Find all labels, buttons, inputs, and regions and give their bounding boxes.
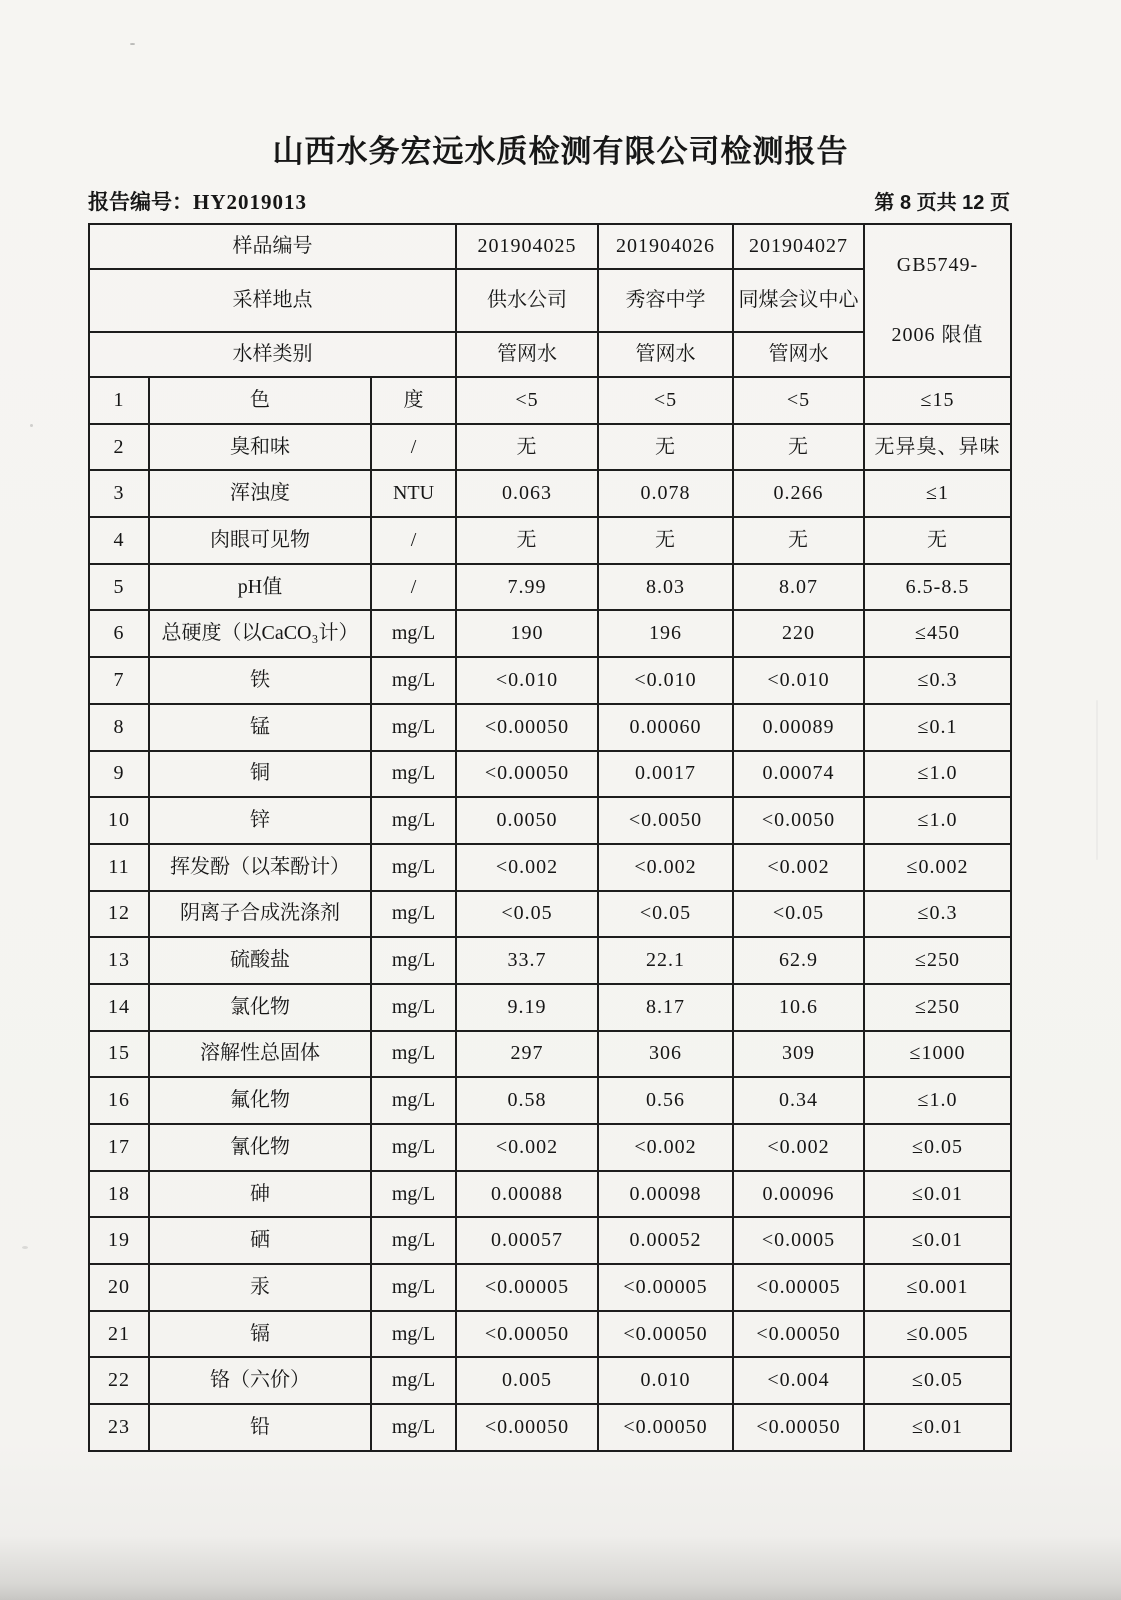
sample2-value: 0.00098 xyxy=(598,1171,733,1218)
param-name: 臭和味 xyxy=(149,424,371,471)
param-unit: NTU xyxy=(371,470,456,517)
param-no: 8 xyxy=(89,704,149,751)
report-number-label: 报告编号： xyxy=(88,191,193,214)
limit-value: ≤0.3 xyxy=(864,657,1011,704)
limit-value: ≤0.005 xyxy=(864,1311,1011,1358)
sample3-value: <0.0005 xyxy=(733,1217,864,1264)
param-no: 12 xyxy=(89,891,149,938)
report-number xyxy=(88,186,307,216)
sample3-value: <5 xyxy=(733,377,864,424)
limit-value: ≤15 xyxy=(864,377,1011,424)
table-row xyxy=(89,1077,1011,1124)
sample1-value: <0.00050 xyxy=(456,1404,598,1451)
location-2: 秀容中学 xyxy=(598,269,733,332)
scan-artifact xyxy=(22,1246,28,1249)
limit-value: 无 xyxy=(864,517,1011,564)
sample3-value: 0.34 xyxy=(733,1077,864,1124)
param-no: 6 xyxy=(89,610,149,657)
sample2-value: <0.00050 xyxy=(598,1404,733,1451)
sample1-value: 0.063 xyxy=(456,470,598,517)
param-unit: mg/L xyxy=(371,1124,456,1171)
param-no: 21 xyxy=(89,1311,149,1358)
sample1-value: <0.00050 xyxy=(456,1311,598,1358)
param-name: 总硬度（以CaCO₃计） xyxy=(149,610,371,657)
param-no: 2 xyxy=(89,424,149,471)
param-no: 17 xyxy=(89,1124,149,1171)
sample2-value: <0.00005 xyxy=(598,1264,733,1311)
sample1-value: <0.00005 xyxy=(456,1264,598,1311)
table-row xyxy=(89,564,1011,611)
param-no: 16 xyxy=(89,1077,149,1124)
table-row xyxy=(89,610,1011,657)
sample2-value: 196 xyxy=(598,610,733,657)
sample1-value: 33.7 xyxy=(456,937,598,984)
sample3-value: 0.00074 xyxy=(733,751,864,798)
sample-no-3: 201904027 xyxy=(733,224,864,269)
limit-column-header xyxy=(864,224,1011,377)
limit-value: ≤0.05 xyxy=(864,1357,1011,1404)
param-unit: mg/L xyxy=(371,1357,456,1404)
sample-no-2: 201904026 xyxy=(598,224,733,269)
param-unit: mg/L xyxy=(371,1217,456,1264)
param-unit: mg/L xyxy=(371,937,456,984)
sample2-value: 22.1 xyxy=(598,937,733,984)
sample1-value: 190 xyxy=(456,610,598,657)
table-row xyxy=(89,797,1011,844)
sample2-value: 8.03 xyxy=(598,564,733,611)
sample-type-1: 管网水 xyxy=(456,332,598,377)
param-unit: mg/L xyxy=(371,1264,456,1311)
param-name: 砷 xyxy=(149,1171,371,1218)
sample3-value: 8.07 xyxy=(733,564,864,611)
limit-value: ≤0.002 xyxy=(864,844,1011,891)
sample3-value: 无 xyxy=(733,517,864,564)
param-no: 5 xyxy=(89,564,149,611)
sample3-value: 309 xyxy=(733,1031,864,1078)
limit-value: ≤1 xyxy=(864,470,1011,517)
param-name: 阴离子合成洗涤剂 xyxy=(149,891,371,938)
sample2-value: 0.078 xyxy=(598,470,733,517)
param-name: 浑浊度 xyxy=(149,470,371,517)
sample2-value: 0.010 xyxy=(598,1357,733,1404)
param-name: 锌 xyxy=(149,797,371,844)
param-name: 肉眼可见物 xyxy=(149,517,371,564)
sample1-value: 无 xyxy=(456,424,598,471)
limit-value: ≤1.0 xyxy=(864,797,1011,844)
sample-no-label: 样品编号 xyxy=(89,224,456,269)
limit-value: ≤0.3 xyxy=(864,891,1011,938)
param-name: 氰化物 xyxy=(149,1124,371,1171)
sample3-value: 220 xyxy=(733,610,864,657)
report-number-value: HY2019013 xyxy=(193,190,307,214)
location-1: 供水公司 xyxy=(456,269,598,332)
sample3-value: <0.002 xyxy=(733,1124,864,1171)
sample1-value: <5 xyxy=(456,377,598,424)
table-row xyxy=(89,470,1011,517)
sample3-value: <0.010 xyxy=(733,657,864,704)
param-no: 18 xyxy=(89,1171,149,1218)
limit-value: ≤0.1 xyxy=(864,704,1011,751)
scan-artifact xyxy=(1096,700,1098,860)
sample2-value: 306 xyxy=(598,1031,733,1078)
table-row xyxy=(89,844,1011,891)
param-unit: mg/L xyxy=(371,844,456,891)
table-row xyxy=(89,1311,1011,1358)
param-no: 22 xyxy=(89,1357,149,1404)
sample1-value: <0.05 xyxy=(456,891,598,938)
sample2-value: <0.00050 xyxy=(598,1311,733,1358)
table-row xyxy=(89,377,1011,424)
param-unit: / xyxy=(371,517,456,564)
table-row xyxy=(89,704,1011,751)
param-no: 14 xyxy=(89,984,149,1031)
param-unit: mg/L xyxy=(371,1404,456,1451)
table-row xyxy=(89,657,1011,704)
table-row xyxy=(89,1171,1011,1218)
param-name: 镉 xyxy=(149,1311,371,1358)
sample-type-label: 水样类别 xyxy=(89,332,456,377)
table-row xyxy=(89,1031,1011,1078)
scan-artifact xyxy=(130,43,135,45)
sample1-value: 0.00088 xyxy=(456,1171,598,1218)
table-row xyxy=(89,984,1011,1031)
sample1-value: <0.002 xyxy=(456,844,598,891)
sample1-value: 297 xyxy=(456,1031,598,1078)
water-quality-results-table xyxy=(88,223,1012,1452)
param-no: 7 xyxy=(89,657,149,704)
limit-value: 无异臭、异味 xyxy=(864,424,1011,471)
location-3: 同煤会议中心 xyxy=(733,269,864,332)
sample3-value: <0.05 xyxy=(733,891,864,938)
sample1-value: 9.19 xyxy=(456,984,598,1031)
limit-header-line1: GB5749- xyxy=(896,254,979,276)
param-name: 挥发酚（以苯酚计） xyxy=(149,844,371,891)
sample3-value: 0.00096 xyxy=(733,1171,864,1218)
report-meta-row xyxy=(88,186,1010,216)
param-name: 硒 xyxy=(149,1217,371,1264)
param-unit: / xyxy=(371,564,456,611)
param-unit: / xyxy=(371,424,456,471)
sample1-value: 无 xyxy=(456,517,598,564)
param-no: 9 xyxy=(89,751,149,798)
sample3-value: 0.266 xyxy=(733,470,864,517)
sample1-value: 0.00057 xyxy=(456,1217,598,1264)
sample2-value: <0.05 xyxy=(598,891,733,938)
param-name: 铅 xyxy=(149,1404,371,1451)
sample2-value: <0.002 xyxy=(598,1124,733,1171)
sample2-value: 无 xyxy=(598,517,733,564)
table-row xyxy=(89,1264,1011,1311)
limit-value: ≤0.001 xyxy=(864,1264,1011,1311)
sample2-value: <0.0050 xyxy=(598,797,733,844)
sample2-value: 0.00052 xyxy=(598,1217,733,1264)
sample3-value: <0.00005 xyxy=(733,1264,864,1311)
param-no: 19 xyxy=(89,1217,149,1264)
param-name: 色 xyxy=(149,377,371,424)
limit-value: ≤0.05 xyxy=(864,1124,1011,1171)
location-label: 采样地点 xyxy=(89,269,456,332)
limit-value: ≤0.01 xyxy=(864,1171,1011,1218)
param-unit: mg/L xyxy=(371,797,456,844)
param-unit: mg/L xyxy=(371,1171,456,1218)
param-unit: mg/L xyxy=(371,891,456,938)
param-name: 铁 xyxy=(149,657,371,704)
param-name: 铜 xyxy=(149,751,371,798)
table-row xyxy=(89,1217,1011,1264)
limit-header-line2: 2006 限值 xyxy=(891,324,984,346)
param-name: pH值 xyxy=(149,564,371,611)
sample3-value: 10.6 xyxy=(733,984,864,1031)
sample-type-3: 管网水 xyxy=(733,332,864,377)
table-row xyxy=(89,751,1011,798)
sample1-value: <0.00050 xyxy=(456,751,598,798)
sample3-value: <0.00050 xyxy=(733,1404,864,1451)
param-no: 20 xyxy=(89,1264,149,1311)
param-unit: 度 xyxy=(371,377,456,424)
param-name: 硫酸盐 xyxy=(149,937,371,984)
sample2-value: 0.56 xyxy=(598,1077,733,1124)
sample3-value: <0.002 xyxy=(733,844,864,891)
limit-value: ≤450 xyxy=(864,610,1011,657)
sample3-value: <0.0050 xyxy=(733,797,864,844)
sample1-value: <0.010 xyxy=(456,657,598,704)
param-no: 4 xyxy=(89,517,149,564)
table-row xyxy=(89,1124,1011,1171)
sample2-value: <0.002 xyxy=(598,844,733,891)
param-unit: mg/L xyxy=(371,1031,456,1078)
limit-value: ≤0.01 xyxy=(864,1404,1011,1451)
sample3-value: <0.00050 xyxy=(733,1311,864,1358)
sample2-value: 无 xyxy=(598,424,733,471)
limit-value: ≤250 xyxy=(864,984,1011,1031)
param-name: 汞 xyxy=(149,1264,371,1311)
limit-value: ≤1.0 xyxy=(864,1077,1011,1124)
param-unit: mg/L xyxy=(371,610,456,657)
page-number-info: 第 8 页共 12 页 xyxy=(874,192,1010,214)
limit-value: ≤0.01 xyxy=(864,1217,1011,1264)
table-row xyxy=(89,1357,1011,1404)
sample1-value: <0.002 xyxy=(456,1124,598,1171)
limit-value: ≤1.0 xyxy=(864,751,1011,798)
sample-type-2: 管网水 xyxy=(598,332,733,377)
header-row-sample-no xyxy=(89,224,1011,269)
limit-value: 6.5-8.5 xyxy=(864,564,1011,611)
param-name: 铬（六价） xyxy=(149,1357,371,1404)
param-no: 15 xyxy=(89,1031,149,1078)
table-row xyxy=(89,937,1011,984)
table-row xyxy=(89,1404,1011,1451)
sample2-value: <5 xyxy=(598,377,733,424)
sample1-value: 0.005 xyxy=(456,1357,598,1404)
sample1-value: <0.00050 xyxy=(456,704,598,751)
param-no: 11 xyxy=(89,844,149,891)
sample1-value: 7.99 xyxy=(456,564,598,611)
sample3-value: <0.004 xyxy=(733,1357,864,1404)
param-unit: mg/L xyxy=(371,751,456,798)
param-unit: mg/L xyxy=(371,657,456,704)
param-no: 10 xyxy=(89,797,149,844)
param-no: 23 xyxy=(89,1404,149,1451)
sample3-value: 无 xyxy=(733,424,864,471)
sample1-value: 0.58 xyxy=(456,1077,598,1124)
sample2-value: 0.00060 xyxy=(598,704,733,751)
sample1-value: 0.0050 xyxy=(456,797,598,844)
sample2-value: <0.010 xyxy=(598,657,733,704)
sample3-value: 62.9 xyxy=(733,937,864,984)
param-no: 3 xyxy=(89,470,149,517)
sample2-value: 0.0017 xyxy=(598,751,733,798)
sample-no-1: 201904025 xyxy=(456,224,598,269)
param-no: 1 xyxy=(89,377,149,424)
param-unit: mg/L xyxy=(371,1077,456,1124)
param-name: 氯化物 xyxy=(149,984,371,1031)
param-no: 13 xyxy=(89,937,149,984)
param-name: 锰 xyxy=(149,704,371,751)
param-name: 溶解性总固体 xyxy=(149,1031,371,1078)
scan-artifact xyxy=(30,424,33,427)
param-unit: mg/L xyxy=(371,984,456,1031)
limit-value: ≤250 xyxy=(864,937,1011,984)
sample3-value: 0.00089 xyxy=(733,704,864,751)
table-row xyxy=(89,891,1011,938)
limit-value: ≤1000 xyxy=(864,1031,1011,1078)
table-row xyxy=(89,517,1011,564)
sample2-value: 8.17 xyxy=(598,984,733,1031)
param-name: 氟化物 xyxy=(149,1077,371,1124)
page-title: 山西水务宏远水质检测有限公司检测报告 xyxy=(272,134,849,169)
param-unit: mg/L xyxy=(371,704,456,751)
table-row xyxy=(89,424,1011,471)
param-unit: mg/L xyxy=(371,1311,456,1358)
